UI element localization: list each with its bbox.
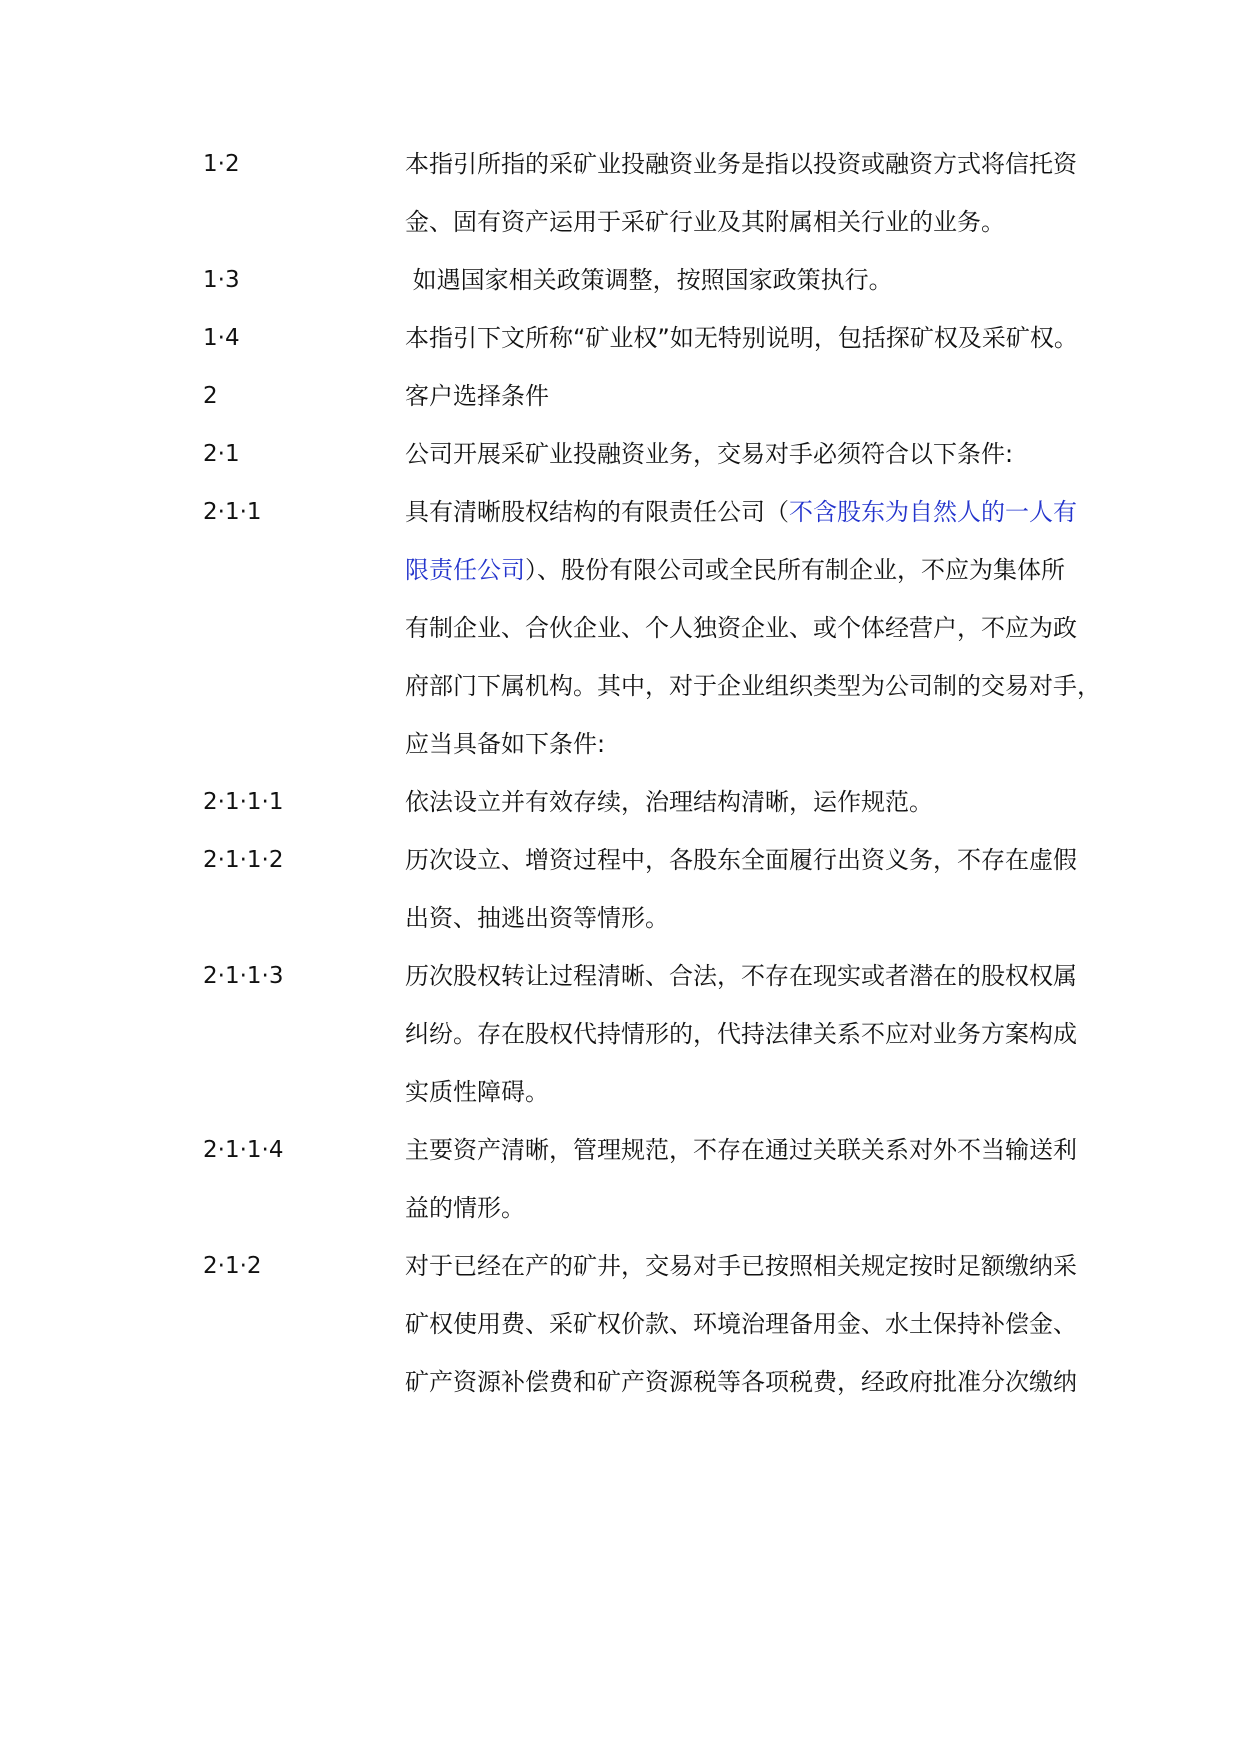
- clause-text-line: [405, 844, 1077, 876]
- clause-text-line: [405, 612, 1077, 644]
- highlighted-text: 不含股东为自然人的一人有: [789, 498, 1077, 526]
- clause-number: 1·4: [203, 325, 240, 351]
- text-segment: 公司开展采矿业投融资业务，交易对手必须符合以下条件:: [405, 440, 1014, 468]
- clause-text-line: [405, 960, 1077, 992]
- clause-number: 2·1·1·4: [203, 1137, 284, 1163]
- text-segment: 实质性障碍。: [405, 1078, 549, 1106]
- clause-number: 2·1·1·3: [203, 963, 284, 989]
- clause-text-line: [405, 670, 1101, 702]
- clause-text-line: [405, 322, 1078, 354]
- clause-number: 2·1·1·1: [203, 789, 284, 815]
- clause-text-line: [405, 786, 933, 818]
- text-segment: 金、固有资产运用于采矿行业及其附属相关行业的业务。: [405, 208, 1005, 236]
- text-segment: 依法设立并有效存续，治理结构清晰，运作规范。: [405, 788, 933, 816]
- clause-text-line: [405, 264, 893, 296]
- text-segment: 府部门下属机构。其中，对于企业组织类型为公司制的交易对手，: [405, 672, 1101, 700]
- clause-text-line: [405, 1366, 1077, 1398]
- text-segment: 如遇国家相关政策调整，按照国家政策执行。: [405, 266, 893, 294]
- clause-text-line: [405, 1134, 1077, 1166]
- text-segment: 矿权使用费、采矿权价款、环境治理备用金、水土保持补偿金、: [405, 1310, 1077, 1338]
- clause-text-line: [405, 1308, 1077, 1340]
- clause-text-line: [405, 148, 1077, 180]
- text-segment: 主要资产清晰，管理规范，不存在通过关联关系对外不当输送利: [405, 1136, 1077, 1164]
- section-heading: [405, 380, 549, 412]
- text-segment: 应当具备如下条件:: [405, 730, 606, 758]
- clause-text-line: [405, 438, 1013, 470]
- text-segment: 纠纷。存在股权代持情形的，代持法律关系不应对业务方案构成: [405, 1020, 1077, 1048]
- clause-text-line: [405, 554, 1065, 586]
- clause-number: 2: [203, 383, 218, 409]
- clause-text-line: [405, 206, 1005, 238]
- text-segment: 出资、抽逃出资等情形。: [405, 904, 669, 932]
- clause-number: 2·1·2: [203, 1253, 262, 1279]
- clause-text-line: [405, 1018, 1077, 1050]
- text-segment: 具有清晰股权结构的有限责任公司（: [405, 498, 789, 526]
- clause-number: 2·1·1·2: [203, 847, 284, 873]
- text-segment: 客户选择条件: [405, 382, 549, 410]
- text-segment: ）、股份有限公司或全民所有制企业，不应为集体所: [525, 556, 1065, 584]
- text-segment: 对于已经在产的矿井，交易对手已按照相关规定按时足额缴纳采: [405, 1252, 1077, 1280]
- text-segment: 历次设立、增资过程中，各股东全面履行出资义务，不存在虚假: [405, 846, 1077, 874]
- text-segment: 有制企业、合伙企业、个人独资企业、或个体经营户，不应为政: [405, 614, 1077, 642]
- highlighted-text: 限责任公司: [405, 556, 525, 584]
- text-segment: 历次股权转让过程清晰、合法，不存在现实或者潜在的股权权属: [405, 962, 1077, 990]
- clause-text-line: [405, 1076, 549, 1108]
- clause-number: 1·3: [203, 267, 240, 293]
- clause-text-line: [405, 1192, 525, 1224]
- clause-text-line: [405, 902, 669, 934]
- text-segment: 矿产资源补偿费和矿产资源税等各项税费，经政府批准分次缴纳: [405, 1368, 1077, 1396]
- text-segment: 本指引下文所称“矿业权”如无特别说明，包括探矿权及采矿权。: [405, 324, 1078, 352]
- clause-text-line: [405, 1250, 1077, 1282]
- clause-number: 2·1: [203, 441, 240, 467]
- text-segment: 益的情形。: [405, 1194, 525, 1222]
- text-segment: 本指引所指的采矿业投融资业务是指以投资或融资方式将信托资: [405, 150, 1077, 178]
- clause-text-line: [405, 496, 1077, 528]
- clause-text-line: [405, 728, 605, 760]
- clause-number: 1·2: [203, 151, 240, 177]
- clause-number: 2·1·1: [203, 499, 262, 525]
